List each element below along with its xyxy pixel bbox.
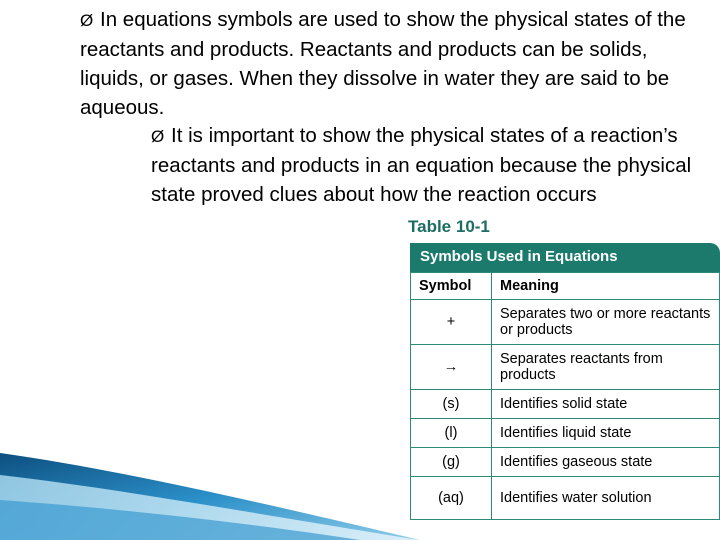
table-header-row xyxy=(411,273,720,300)
bullet-1 xyxy=(80,5,710,122)
header-meaning: Meaning xyxy=(492,273,720,300)
table-row xyxy=(411,419,720,448)
table-row xyxy=(411,477,720,520)
symbol-cell: (s) xyxy=(411,390,492,419)
meaning-cell: Identifies water solution xyxy=(492,477,720,520)
symbol-cell: (aq) xyxy=(411,477,492,520)
symbol-cell: (l) xyxy=(411,419,492,448)
meaning-cell: Identifies solid state xyxy=(492,390,720,419)
symbol-cell: + xyxy=(411,300,492,345)
symbol-cell: (g) xyxy=(411,448,492,477)
bullet-arrow-icon: Ø xyxy=(151,127,165,146)
bullet-2-text: It is important to show the physical states of a reaction’s reactants and products in an equation because the physical state proved clues about how the reaction occurs xyxy=(151,124,692,206)
table-row xyxy=(411,390,720,419)
table-row xyxy=(411,448,720,477)
symbols-table xyxy=(410,243,720,520)
table-row xyxy=(411,300,720,345)
table-title: Symbols Used in Equations xyxy=(410,243,720,272)
meaning-cell: Identifies liquid state xyxy=(492,419,720,448)
header-symbol: Symbol xyxy=(411,273,492,300)
meaning-cell: Separates two or more reactants or products xyxy=(492,300,720,345)
table-caption: Table 10-1 xyxy=(408,217,490,236)
table-row xyxy=(411,345,720,390)
bullet-1-text: In equations symbols are used to show the physical states of the reactants and products. Reactants and products can be solids, liquids, or gases. When they dissolve in water they are said to be aqueous. xyxy=(80,8,686,119)
symbols-grid xyxy=(410,272,720,520)
slide-wave-decoration xyxy=(0,445,420,540)
symbol-cell: → xyxy=(411,345,492,390)
meaning-cell: Separates reactants from products xyxy=(492,345,720,390)
bullet-arrow-icon: Ø xyxy=(80,11,94,30)
meaning-cell: Identifies gaseous state xyxy=(492,448,720,477)
bullet-2 xyxy=(151,121,711,209)
